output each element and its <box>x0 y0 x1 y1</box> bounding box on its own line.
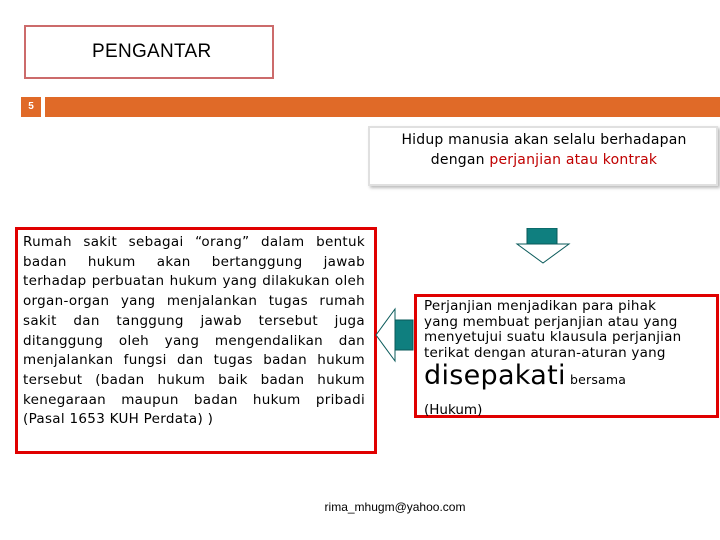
intro-line-2 <box>370 150 718 170</box>
slide-number: 5 <box>28 101 34 112</box>
right-last-line: (Hukum) <box>424 402 483 418</box>
intro-line-2-prefix: dengan <box>430 152 490 168</box>
right-line-1: Perjanjian menjadikan para pihak <box>424 298 657 314</box>
footer-email: rima_mhugm@yahoo.com <box>324 500 466 514</box>
header-accent-bar <box>45 97 720 117</box>
right-line-5 <box>424 361 716 391</box>
right-line-4: terikat dengan aturan-aturan yang <box>424 344 666 361</box>
intro-text <box>370 130 718 170</box>
right-line-2: yang membuat perjanjian atau yang <box>424 313 678 330</box>
intro-line-1: Hidup manusia akan selalu berhadapan <box>401 132 687 148</box>
arrow-left-icon <box>375 307 415 363</box>
arrow-down-icon <box>515 228 571 264</box>
slide-title: PENGANTAR <box>92 41 212 62</box>
big-word: disepakati <box>424 360 566 391</box>
left-paragraph: Rumah sakit sebagai “orang” dalam bentuk badan hukum akan bertanggung jawab terhadap perbuatan hukum yang dilakukan oleh organ-organ yang menjalankan tugas rumah sakit dan tanggung jawab tersebut juga ditanggung oleh yang mengendalikan dan menjalankan fungsi dan tugas badan hukum tersebut (badan hukum baik badan hukum kenegaraan maupun badan hukum pribadi (Pasal 1653 KUH Perdata) ) <box>23 234 365 428</box>
small-word: bersama <box>565 372 627 387</box>
right-text <box>424 299 716 391</box>
intro-highlight: perjanjian atau kontrak <box>489 152 658 168</box>
right-line-3: menyetujui suatu klausula perjanjian <box>424 329 682 345</box>
